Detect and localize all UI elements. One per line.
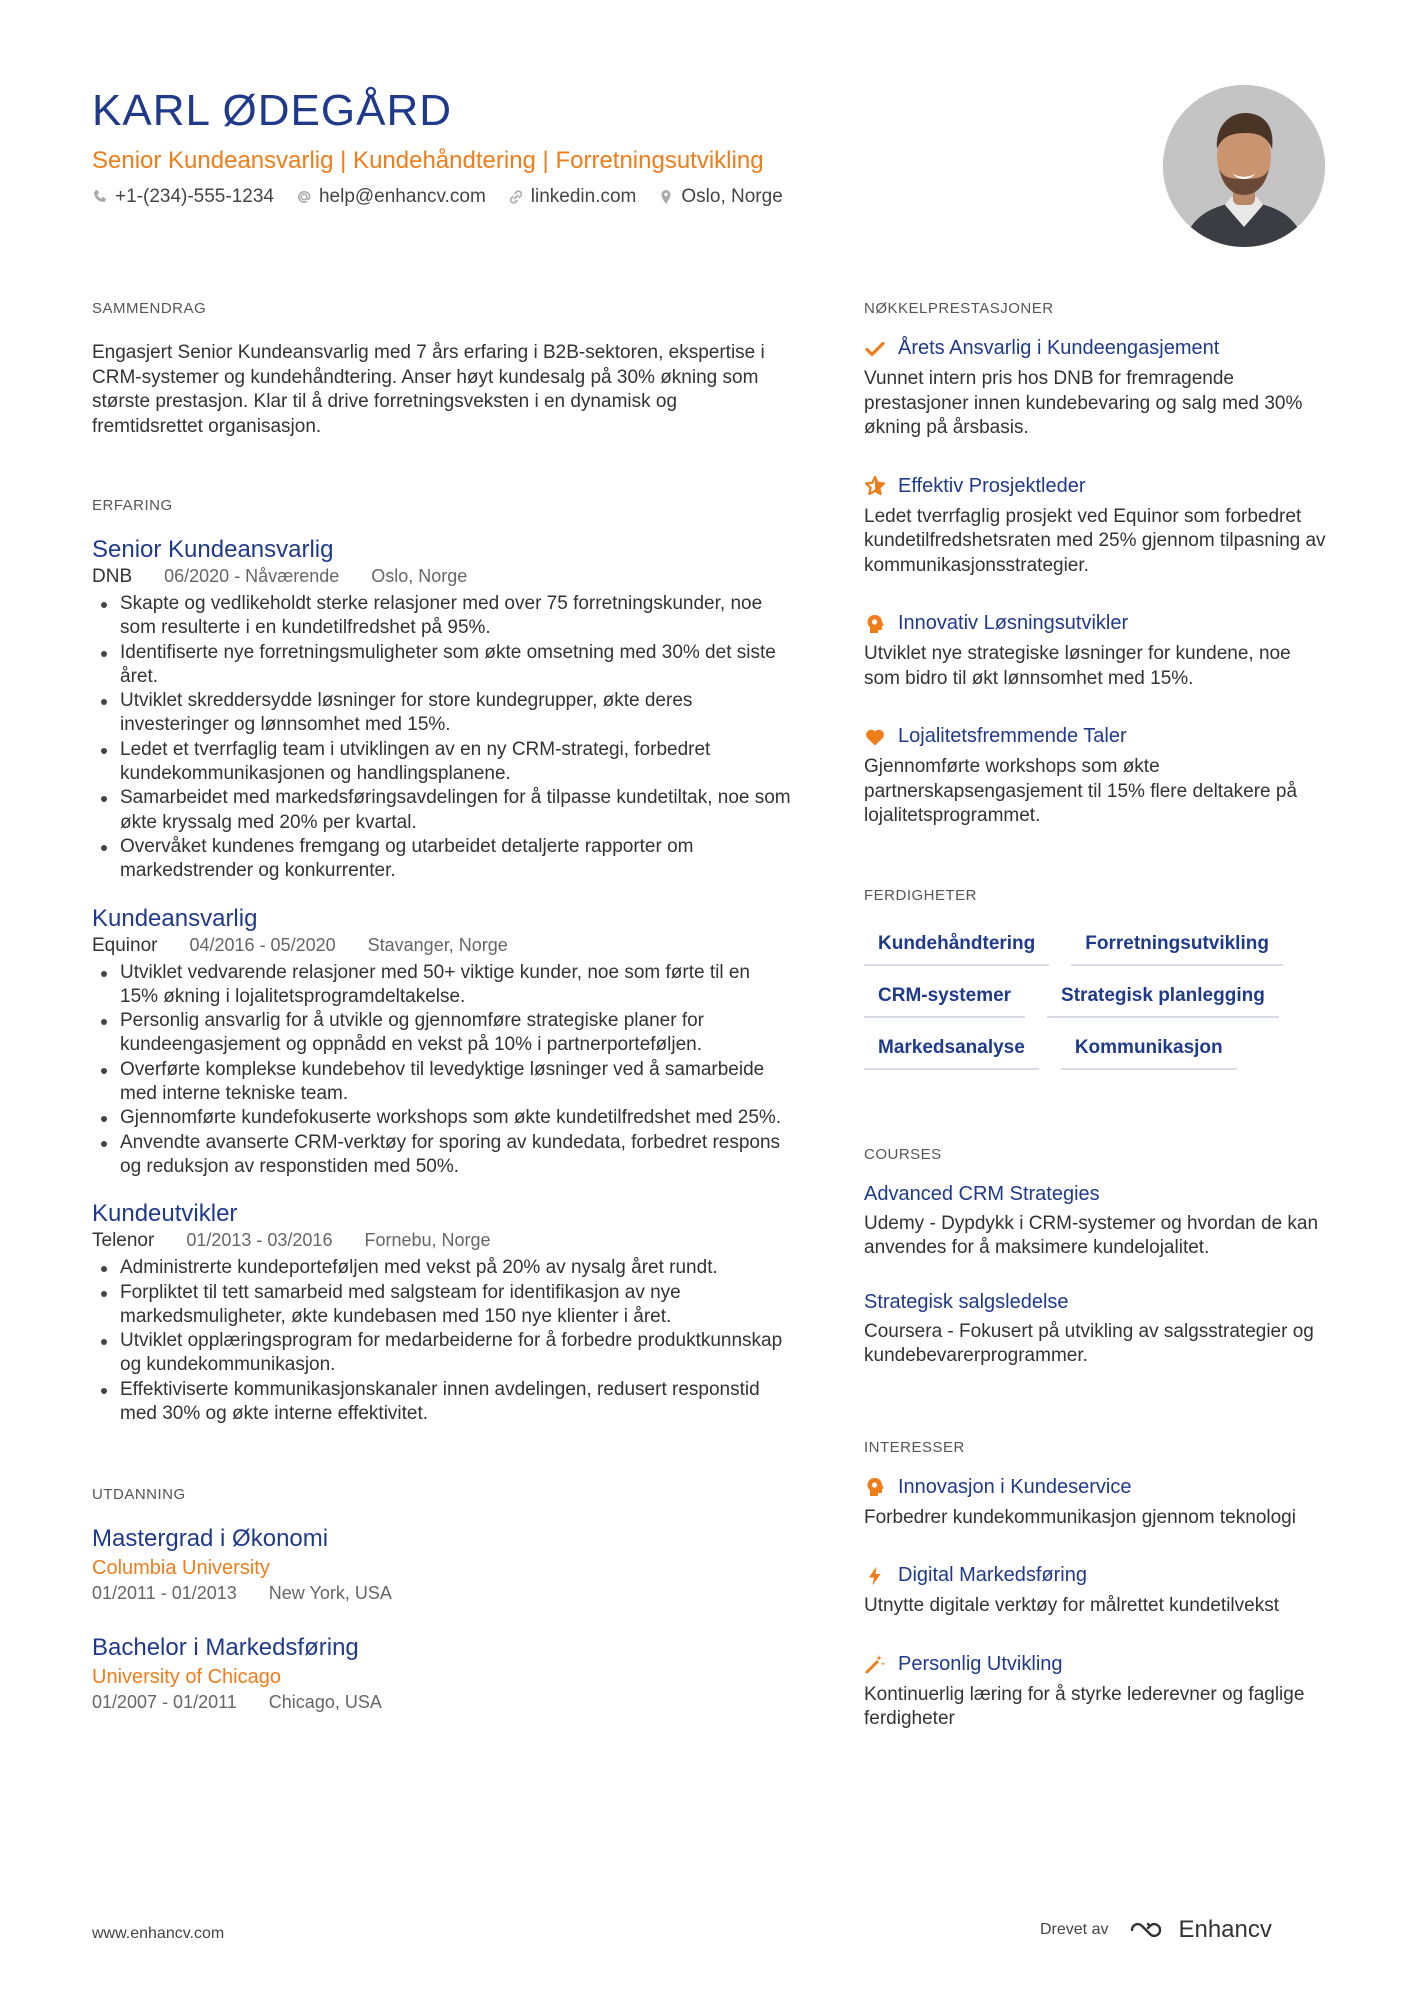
skill-tag: CRM-systemer (864, 980, 1025, 1018)
school-name: Columbia University (92, 1557, 270, 1580)
course-title: Strategisk salgsledelse (864, 1290, 1069, 1313)
education-heading: UTDANNING (92, 1486, 186, 1504)
checkmark-icon (864, 338, 886, 360)
course-title: Advanced CRM Strategies (864, 1182, 1100, 1205)
job-location: Oslo, Norge (371, 566, 468, 586)
bullet-item: Administrerte kundeporteføljen med vekst på 20% av nysalg året rundt. (120, 1256, 792, 1280)
achievement-title: Årets Ansvarlig i Kundeengasjement (898, 337, 1220, 359)
job-meta (92, 566, 792, 588)
degree-title: Mastergrad i Økonomi (92, 1525, 329, 1553)
job-title: Kundeansvarlig (92, 904, 258, 932)
at-icon (296, 189, 312, 205)
job-bullets (92, 592, 792, 884)
lightning-icon (864, 1565, 886, 1587)
summary-heading: SAMMENDRAG (92, 300, 207, 317)
education-location: Chicago, USA (268, 1692, 382, 1713)
achievement-title: Innovativ Løsningsutvikler (898, 612, 1129, 634)
candidate-subtitle: Senior Kundeansvarlig | Kundehåndtering | Forretningsutvikling (92, 147, 764, 174)
job-dates: 06/2020 - Nåværende (164, 566, 340, 586)
job-title: Kundeutvikler (92, 1200, 238, 1228)
phone-icon (92, 189, 108, 205)
head-idea-icon (864, 613, 886, 635)
courses-heading: COURSES (864, 1145, 942, 1163)
education-meta (92, 1583, 792, 1604)
achievements-heading: NØKKELPRESTASJONER (864, 300, 1054, 317)
achievement-title: Lojalitetsfremmende Taler (898, 725, 1127, 747)
education-item (92, 1525, 792, 1604)
phone-text: +1-(234)-555-1234 (115, 186, 274, 207)
bullet-item: Utviklet vedvarende relasjoner med 50+ viktige kunder, noe som førte til en 15% økning i lojalitetsprogramdeltakelse. (120, 961, 792, 1010)
job-dates: 04/2016 - 05/2020 (189, 934, 336, 955)
contact-location (658, 186, 782, 208)
brand-name: Enhancv (1178, 1916, 1272, 1943)
skills-list (864, 928, 1330, 1070)
interest-text: Kontinuerlig læring for å styrke lederevner og faglige ferdigheter (864, 1683, 1305, 1729)
skill-tag: Kommunikasjon (1061, 1032, 1237, 1070)
profile-photo (1163, 85, 1325, 247)
interest-item (864, 1564, 1330, 1619)
education-item (92, 1634, 792, 1713)
star-icon (864, 475, 886, 497)
interest-text: Forbedrer kundekommunikasjon gjennom teknologi (864, 1506, 1296, 1528)
bullet-item: Gjennomførte kundefokuserte workshops som økte kundetilfredshet med 25%. (120, 1106, 792, 1130)
contact-bar (92, 186, 783, 208)
course-text: Coursera - Fokusert på utvikling av salgsstrategier og kundebevarerprogrammer. (864, 1320, 1314, 1366)
contact-linkedin[interactable] (508, 186, 637, 208)
education-dates: 01/2011 - 01/2013 (92, 1583, 237, 1604)
location-pin-icon (658, 189, 674, 205)
interest-title: Innovasjon i Kundeservice (898, 1475, 1132, 1498)
achievement-item (864, 725, 1330, 829)
contact-email[interactable] (296, 186, 486, 208)
link-icon (508, 189, 524, 205)
location-text: Oslo, Norge (681, 186, 783, 207)
bullet-item: Skapte og vedlikeholdt sterke relasjoner med over 75 forretningskunder, noe som resulterte i en kundetilfredshet på 95%. (120, 592, 792, 641)
head-idea-icon (864, 1476, 886, 1498)
bullet-item: Ledet et tverrfaglig team i utviklingen av en ny CRM-strategi, forbedret kundekommunikasjonen og handlingsplanene. (120, 738, 792, 787)
achievement-text: Utviklet nye strategiske løsninger for kundene, noe som bidro til økt lønnsomhet med 15%. (864, 643, 1291, 689)
bullet-item: Personlig ansvarlig for å utvikle og gjennomføre strategiske planer for kundeengasjement og oppnådd en vekst på 10% i partnerporteføljen. (120, 1009, 792, 1058)
experience-item (92, 1200, 792, 1426)
school-name: University of Chicago (92, 1666, 281, 1689)
bullet-item: Overvåket kundenes fremgang og utarbeidet detaljerte rapporter om markedstrender og konkurrenter. (120, 835, 792, 884)
bullet-item: Effektiviserte kommunikasjonskanaler innen avdelingen, redusert responstid med 30% og økte interne effektivitet. (120, 1378, 792, 1427)
achievement-text: Gjennomførte workshops som økte partnerskapsengasjement til 15% flere deltakere på lojalitetsprogrammet. (864, 756, 1298, 826)
candidate-name: KARL ØDEGÅRD (92, 86, 453, 135)
job-bullets (92, 961, 792, 1180)
achievement-text: Vunnet intern pris hos DNB for fremragende prestasjoner innen kundebevaring og salg med 30% økning på årsbasis. (864, 368, 1303, 438)
course-text: Udemy - Dypdykk i CRM-systemer og hvordan de kan anvendes for å maksimere kundelojalitet. (864, 1212, 1319, 1258)
job-company: DNB (92, 566, 133, 587)
left-column (92, 300, 792, 1743)
education-dates: 01/2007 - 01/2011 (92, 1692, 237, 1713)
interest-item (864, 1476, 1330, 1531)
experience-heading: ERFARING (92, 497, 173, 514)
job-company: Equinor (92, 934, 158, 956)
bullet-item: Anvendte avanserte CRM-verktøy for sporing av kundedata, forbedret respons og reduksjon av responstiden med 50%. (120, 1131, 792, 1180)
skill-tag: Markedsanalyse (864, 1032, 1039, 1070)
achievement-item (864, 475, 1330, 579)
interests-heading: INTERESSER (864, 1438, 965, 1456)
powered-by-label: Drevet av (1040, 1921, 1109, 1938)
bullet-item: Overførte komplekse kundebehov til levedyktige løsninger ved å samarbeide med interne tekniske team. (120, 1058, 792, 1107)
course-item (864, 1291, 1330, 1369)
interest-title: Digital Markedsføring (898, 1564, 1087, 1586)
experience-item (92, 536, 792, 884)
footer-brand (1040, 1916, 1272, 1944)
skills-heading: FERDIGHETER (864, 886, 978, 904)
enhancv-logo-icon (1128, 1918, 1172, 1942)
job-location: Stavanger, Norge (367, 934, 508, 955)
skill-tag: Strategisk planlegging (1047, 980, 1279, 1018)
footer-url[interactable]: www.enhancv.com (92, 1925, 225, 1942)
linkedin-text: linkedin.com (530, 186, 637, 207)
job-location: Fornebu, Norge (364, 1230, 491, 1251)
bullet-item: Identifiserte nye forretningsmuligheter som økte omsetning med 30% det siste året. (120, 641, 792, 690)
job-meta (92, 935, 792, 957)
email-text: help@enhancv.com (318, 186, 486, 207)
achievement-title: Effektiv Prosjektleder (898, 474, 1086, 497)
achievement-item (864, 337, 1330, 441)
bullet-item: Samarbeidet med markedsføringsavdelingen for å tilpasse kundetiltak, noe som økte kryssalg med 20% per kvartal. (120, 786, 792, 835)
achievement-item (864, 612, 1330, 691)
skill-tag: Kundehåndtering (864, 928, 1049, 966)
heart-icon (864, 726, 886, 748)
interest-text: Utnytte digitale verktøy for målrettet kundetilvekst (864, 1595, 1279, 1616)
interest-title: Personlig Utvikling (898, 1652, 1063, 1675)
achievement-text: Ledet tverrfaglig prosjekt ved Equinor som forbedret kundetilfredshetsraten med 25% gjennom tilpasning av kommunikasjonsstrategier. (864, 505, 1326, 576)
course-item (864, 1183, 1330, 1261)
enhancv-logo[interactable] (1128, 1916, 1271, 1944)
skill-tag: Forretningsutvikling (1071, 928, 1283, 966)
bullet-item: Forpliktet til tett samarbeid med salgsteam for identifikasjon av nye markedsmuligheter, økte kundebasen med 150 nye klienter i året. (120, 1281, 792, 1330)
experience-item (92, 905, 792, 1180)
job-dates: 01/2013 - 03/2016 (186, 1230, 333, 1251)
bullet-item: Utviklet opplæringsprogram for medarbeiderne for å forbedre produktkunnskap og kundekommunikasjon. (120, 1329, 792, 1378)
job-title: Senior Kundeansvarlig (92, 536, 334, 563)
contact-phone[interactable] (92, 186, 274, 208)
job-company: Telenor (92, 1230, 155, 1252)
job-meta (92, 1230, 792, 1252)
interest-item (864, 1653, 1330, 1732)
right-column (864, 300, 1330, 1766)
magic-wand-icon (864, 1653, 886, 1675)
job-bullets (92, 1256, 792, 1426)
education-meta (92, 1692, 792, 1713)
summary-text: Engasjert Senior Kundeansvarlig med 7 års erfaring i B2B-sektoren, ekspertise i CRM-systemer og kundehåndtering. Anser høyt kundesalg på 30% økning som største prestasjon. Klar til å drive forretningsveksten i en dynamisk og fremtidsrettet organisasjon. (92, 342, 765, 437)
degree-title: Bachelor i Markedsføring (92, 1634, 359, 1662)
bullet-item: Utviklet skreddersydde løsninger for store kundegrupper, økte deres investeringer og lønnsomhet med 15%. (120, 689, 792, 738)
education-location: New York, USA (268, 1583, 392, 1604)
